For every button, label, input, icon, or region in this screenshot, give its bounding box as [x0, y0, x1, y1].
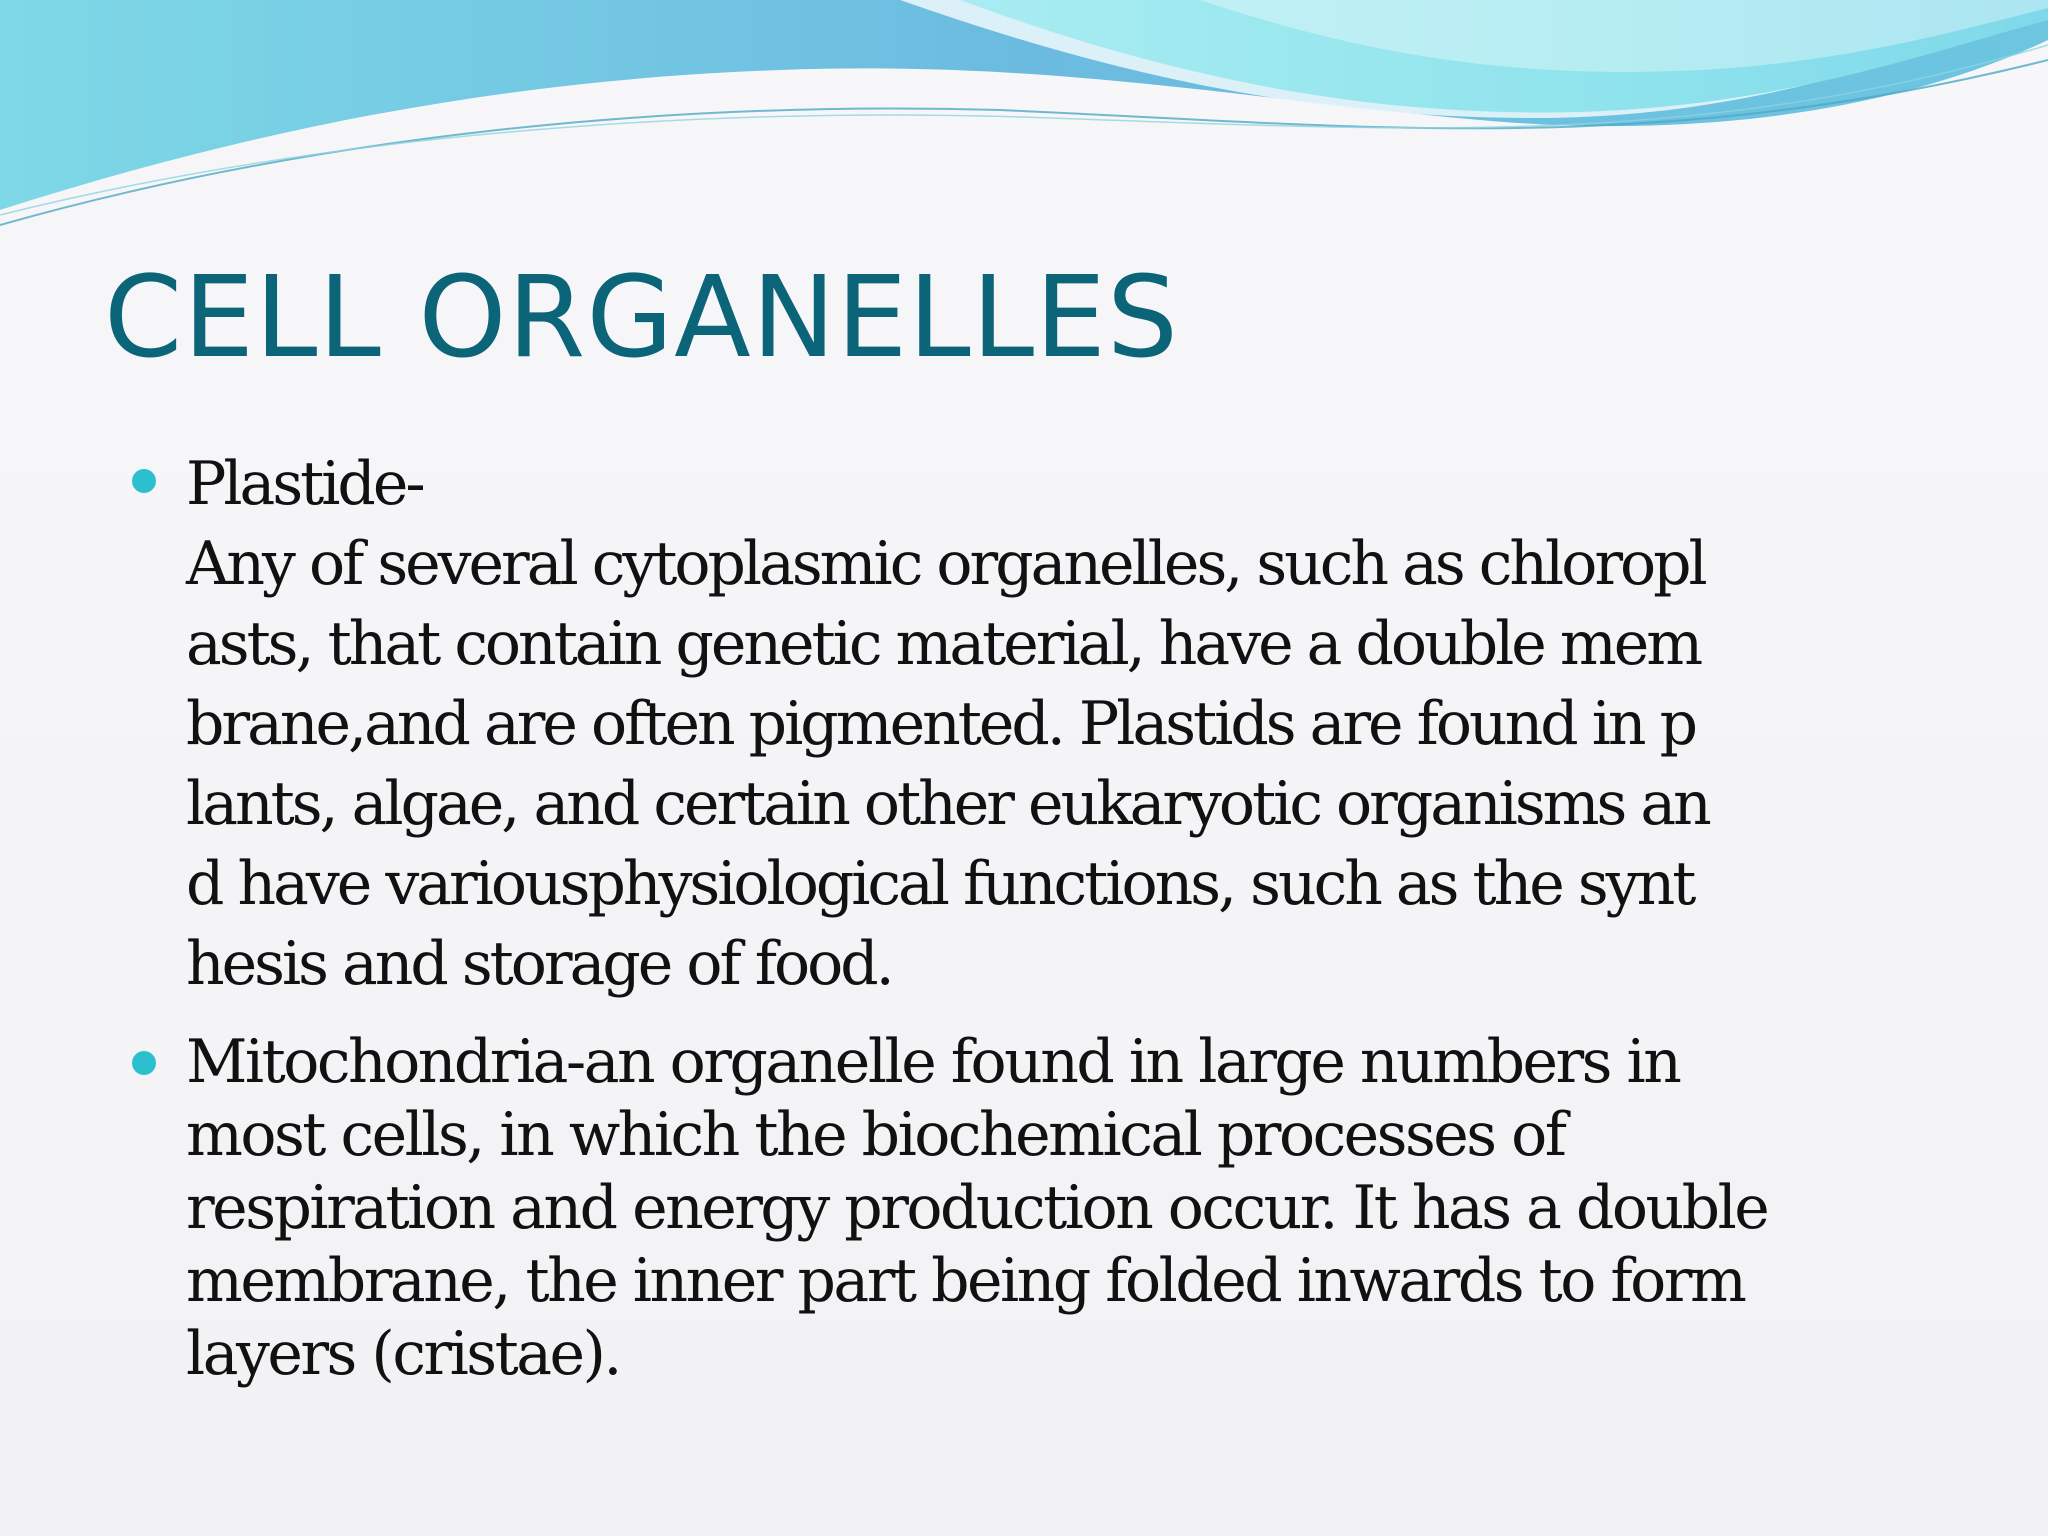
- bullet-line: brane,and are often pigmented. Plastids are found in p: [186, 689, 1696, 759]
- bullet-line: Any of several cytoplasmic organelles, such as chloropl: [186, 529, 1705, 599]
- bullet-line: asts, that contain genetic material, have a double mem: [186, 609, 1701, 679]
- bullet-line: respiration and energy production occur. It has a double: [186, 1173, 1768, 1243]
- bullet-line: d have variousphysiological functions, such as the synt: [186, 849, 1694, 919]
- bullet-line: membrane, the inner part being folded inwards to form: [186, 1246, 1745, 1316]
- bullet-line: most cells, in which the biochemical processes of: [186, 1100, 1565, 1170]
- bullet-dot-icon: [132, 469, 156, 493]
- bullet-line: Mitochondria-an organelle found in large numbers in: [186, 1027, 1680, 1097]
- slide-title: CELL ORGANELLES: [104, 253, 1179, 383]
- bullet-dot-icon: [132, 1051, 156, 1075]
- bullet-item-mitochondria: [132, 1026, 1922, 1391]
- bullet-line: lants, algae, and certain other eukaryotic organisms an: [186, 769, 1709, 839]
- bullet-list: [132, 444, 1922, 1391]
- bullet-line: layers (cristae).: [186, 1319, 620, 1389]
- bullet-item-plastide: [132, 444, 1922, 1004]
- bullet-line: Plastide-: [186, 449, 423, 519]
- bullet-line: hesis and storage of food.: [186, 929, 892, 999]
- header-wave-decoration: [0, 0, 2048, 240]
